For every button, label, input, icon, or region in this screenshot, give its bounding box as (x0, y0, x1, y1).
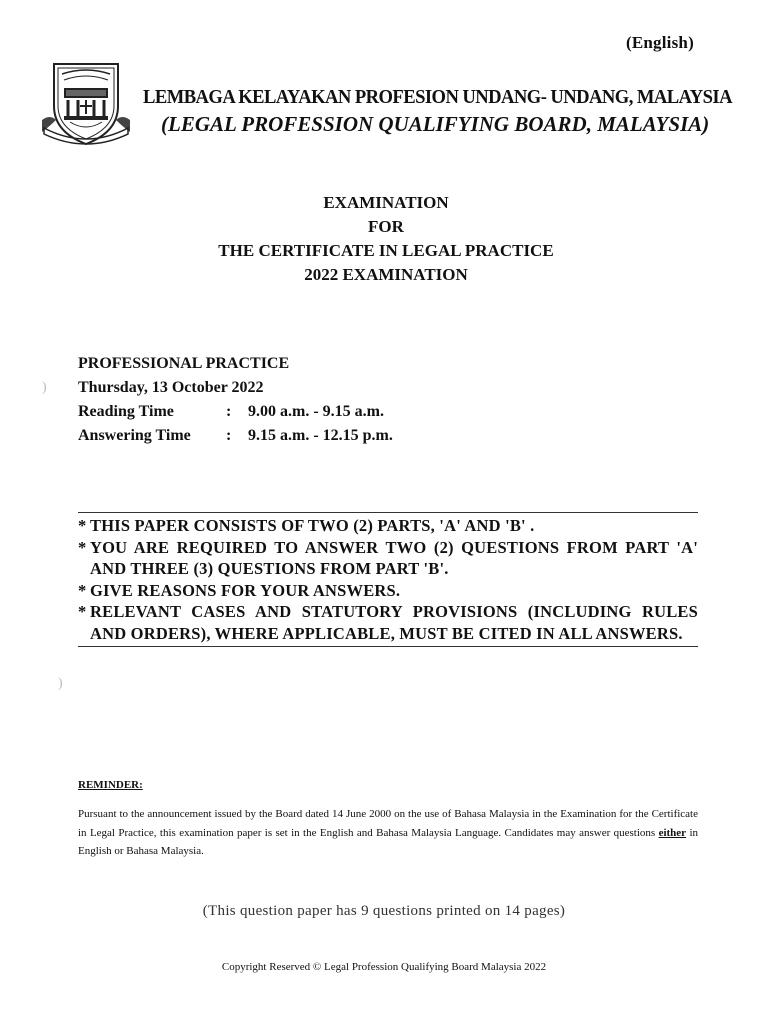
instruction-marker: * (78, 580, 87, 600)
instructions-box (78, 512, 698, 647)
answering-time-label: Answering Time (78, 427, 191, 444)
instruction-marker: * (78, 537, 87, 557)
reading-time-label: Reading Time (78, 403, 174, 420)
reminder-body (78, 805, 698, 861)
instruction-item (78, 580, 698, 602)
reminder-title: REMINDER: (78, 779, 143, 791)
exam-title-line: THE CERTIFICATE IN LEGAL PRACTICE (218, 241, 554, 260)
answering-time-value: 9.15 a.m. - 12.15 p.m. (248, 427, 393, 444)
instruction-text: GIVE REASONS FOR YOUR ANSWERS. (90, 580, 401, 600)
instruction-marker: * (78, 602, 87, 621)
reminder-text: Pursuant to the announcement issued by the Board dated 14 June 2000 on the use of Bahasa Malaysia in the Examination for the Certificate in Legal Practice, this examination paper is set in the English and Bahasa Malaysia Language. Candidates may answer questions (78, 808, 698, 839)
instruction-item (78, 515, 698, 537)
exam-title-line: FOR (368, 217, 404, 236)
page-count-note: (This question paper has 9 questions printed on 14 pages) (202, 903, 566, 919)
instruction-item (78, 537, 698, 580)
instruction-item (78, 601, 698, 644)
board-name-malay: LEMBAGA KELAYAKAN PROFESION UNDANG- UNDANG, MALAYSIA (143, 86, 732, 108)
answering-time-row (78, 424, 393, 448)
instruction-text: THIS PAPER CONSISTS OF TWO (2) PARTS, 'A' AND 'B' . (90, 516, 535, 535)
copyright-notice: Copyright Reserved © Legal Profession Qualifying Board Malaysia 2022 (221, 961, 547, 973)
board-crest-icon (40, 54, 132, 150)
time-separator: : (226, 427, 232, 444)
reminder-emphasis: either (658, 826, 687, 839)
language-label: (English) (626, 33, 694, 52)
exam-title-block (0, 191, 768, 287)
instruction-text: YOU ARE REQUIRED TO ANSWER TWO (2) QUESTIONS FROM PART 'A' AND THREE (3) QUESTIONS FROM PART 'B'. (90, 537, 698, 578)
instruction-text: RELEVANT CASES AND STATUTORY PROVISIONS (INCLUDING RULES AND ORDERS), WHERE APPLICABLE, MUST BE CITED IN ALL ANSWERS. (90, 602, 698, 643)
scan-mark-icon: ) (58, 676, 63, 691)
board-name-english: (LEGAL PROFESSION QUALIFYING BOARD, MALAYSIA) (161, 112, 710, 136)
reminder-text: in English or Bahasa Malaysia. (78, 826, 699, 857)
reading-time-value: 9.00 a.m. - 9.15 a.m. (248, 403, 384, 420)
scan-mark-icon: ) (42, 380, 47, 395)
exam-title-line: 2022 EXAMINATION (304, 265, 468, 284)
time-separator: : (226, 403, 232, 420)
exam-title-line: EXAMINATION (323, 193, 449, 212)
paper-subject: PROFESSIONAL PRACTICE (78, 355, 290, 372)
paper-details (78, 352, 393, 448)
reading-time-row (78, 400, 393, 424)
instruction-marker: * (78, 516, 87, 535)
paper-date: Thursday, 13 October 2022 (78, 379, 264, 396)
